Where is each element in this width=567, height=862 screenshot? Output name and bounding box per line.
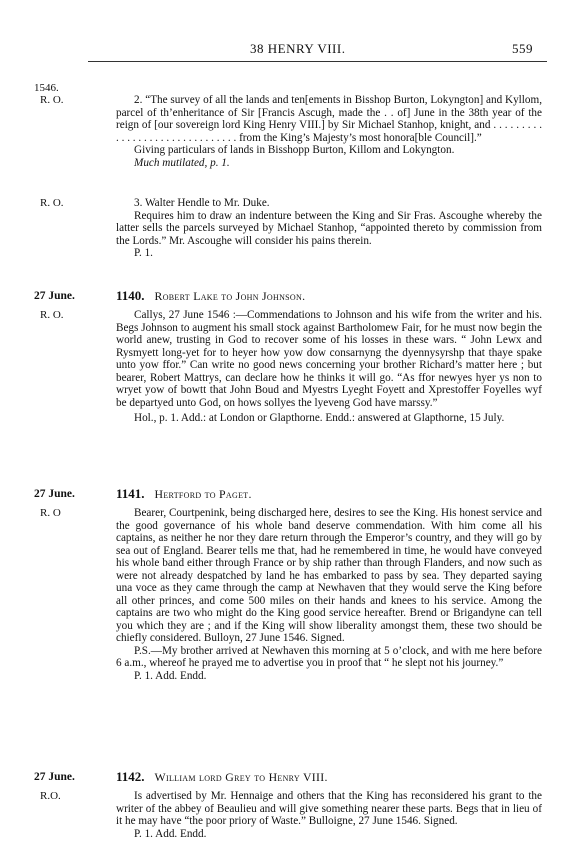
entry-body-1142	[116, 790, 542, 840]
entry-body-1140	[116, 309, 542, 425]
page-number: 559	[512, 41, 533, 56]
year-note: 1546.	[34, 82, 59, 94]
entry-title: William lord Grey to Henry VIII.	[154, 770, 328, 784]
entry-note: Giving particulars of lands in Bisshopp Burton, Killom and Lokyngton.	[134, 144, 455, 156]
entry-body-1141	[116, 507, 542, 682]
entry-heading-1141	[116, 487, 542, 501]
entry-note: P. 1.	[134, 247, 153, 259]
entry-date: 27 June.	[34, 488, 75, 500]
entry-number: 1140.	[116, 288, 145, 303]
margin-ref: R. O.	[40, 197, 64, 209]
entry-body: Bearer, Courtpenink, being discharged here, desires to see the King. His honest service and the good governance of his whole band deserve commendation. With him come all his captains, as neither he nor they dare return through the Emperor’s country, and they will go by sea out of England. Bearer tells me that, had he remembered in time, he would have conveyed his whole band either through France or by ship rather than through Flanders, and now such as were not already despatched by land he has embarked to pass by sea. They departed saying una voce as they came through the camp at Newhaven that they would serve the King before all other princes, and come 500 miles on their hands and knees to his service. Among the captains are two who might do the King good service hereafter. Brend or Brigandyne can tell you which they are ; and if the King will show liberality amongst them, these two should be chiefly considered. Bulloyn, 27 June 1546. Signed.	[116, 507, 542, 644]
header-rule	[88, 61, 547, 62]
entry-prev-2	[116, 94, 542, 169]
entry-prev-3	[116, 197, 542, 260]
entry-note: P. 1. Add. Endd.	[134, 669, 207, 682]
running-title: 38 HENRY VIII.	[250, 41, 346, 56]
entry-title: Hertford to Paget.	[154, 487, 252, 501]
entry-ps: P.S.—My brother arrived at Newhaven this morning at 5 o’clock, and with me here before 6 a.m., whereof he prayed me to advertise you in proof that “ he slept not his journey.”	[116, 644, 542, 669]
entry-note: Hol., p. 1. Add.: at London or Glapthorne. Endd.: answered at Glapthorne, 15 July.	[134, 412, 505, 424]
entry-title: Robert Lake to John Johnson.	[154, 289, 306, 303]
entry-body: Callys, 27 June 1546 :—Commendations to Johnson and his wife from the writer and his. Begs Johnson to augment his small stock against Bartholomew Fair, for he must now begin the world anew, trusting in God to recover some of his losses in these wars. “ John Lewx and Rysmyett long-yet for to heyer how yow dow consarnyng the dyennysyrshp that thaye spake unto yow ffor.” Can write no good news concerning your brother Richard’s matter here ; but bearer, Robert Mattrys, can declare how he thinks it will go. “As ffor newyes hyer ys non to wryet yow of bowtt that John Boud and Myestrs Lyeght Foyett and Xprestoffer Foyelles wyf be departyed unto God, on hows sollyes the lyeveng God have marssy.”	[116, 309, 542, 409]
entry-heading: 3. Walter Hendle to Mr. Duke.	[134, 197, 270, 209]
entry-note: Much mutilated, p. 1.	[134, 156, 230, 169]
entry-note: P. 1. Add. Endd.	[134, 827, 207, 840]
margin-ref: R. O.	[40, 309, 64, 321]
margin-ref: R. O.	[40, 94, 64, 106]
entry-body: Requires him to draw an indenture between the King and Sir Fras. Ascoughe whereby the latter sells the parcels surveyed by Michael Stanhop, “appointed thereto by commission from the Lords.” Mr. Ascoughe will consider his pains therein.	[116, 209, 542, 247]
margin-ref: R. O	[40, 507, 61, 519]
entry-number: 1141.	[116, 486, 145, 501]
margin-ref: R.O.	[40, 790, 61, 802]
entry-date: 27 June.	[34, 771, 75, 783]
entry-body: Is advertised by Mr. Hennaige and others that the King has reconsidered his grant to the writer of the abbey of Beaulieu and will give something nearer these parts. Begs that in lieu of it he may have “the poor priory of Waste.” Bulloigne, 27 June 1546. Signed.	[116, 790, 542, 827]
entry-text: 2. “The survey of all the lands and ten[ements in Bisshop Burton, Lokyngton] and Kyllom, parcel of th’enheritance of Sir [Francis Ascugh, made the . . of] June in the 38th year of the reign of [our sovereign lord King Henry VIII.] by Sir Michael Stanhop, knight, and . . . . . . . . . . . . . . . . . . . . . . . . . . . . . . . from the King’s Majesty’s most honora[ble Council].”	[116, 94, 542, 144]
entry-heading-1142	[116, 770, 542, 784]
entry-date: 27 June.	[34, 290, 75, 302]
entry-heading-1140	[116, 289, 542, 303]
entry-number: 1142.	[116, 769, 145, 784]
